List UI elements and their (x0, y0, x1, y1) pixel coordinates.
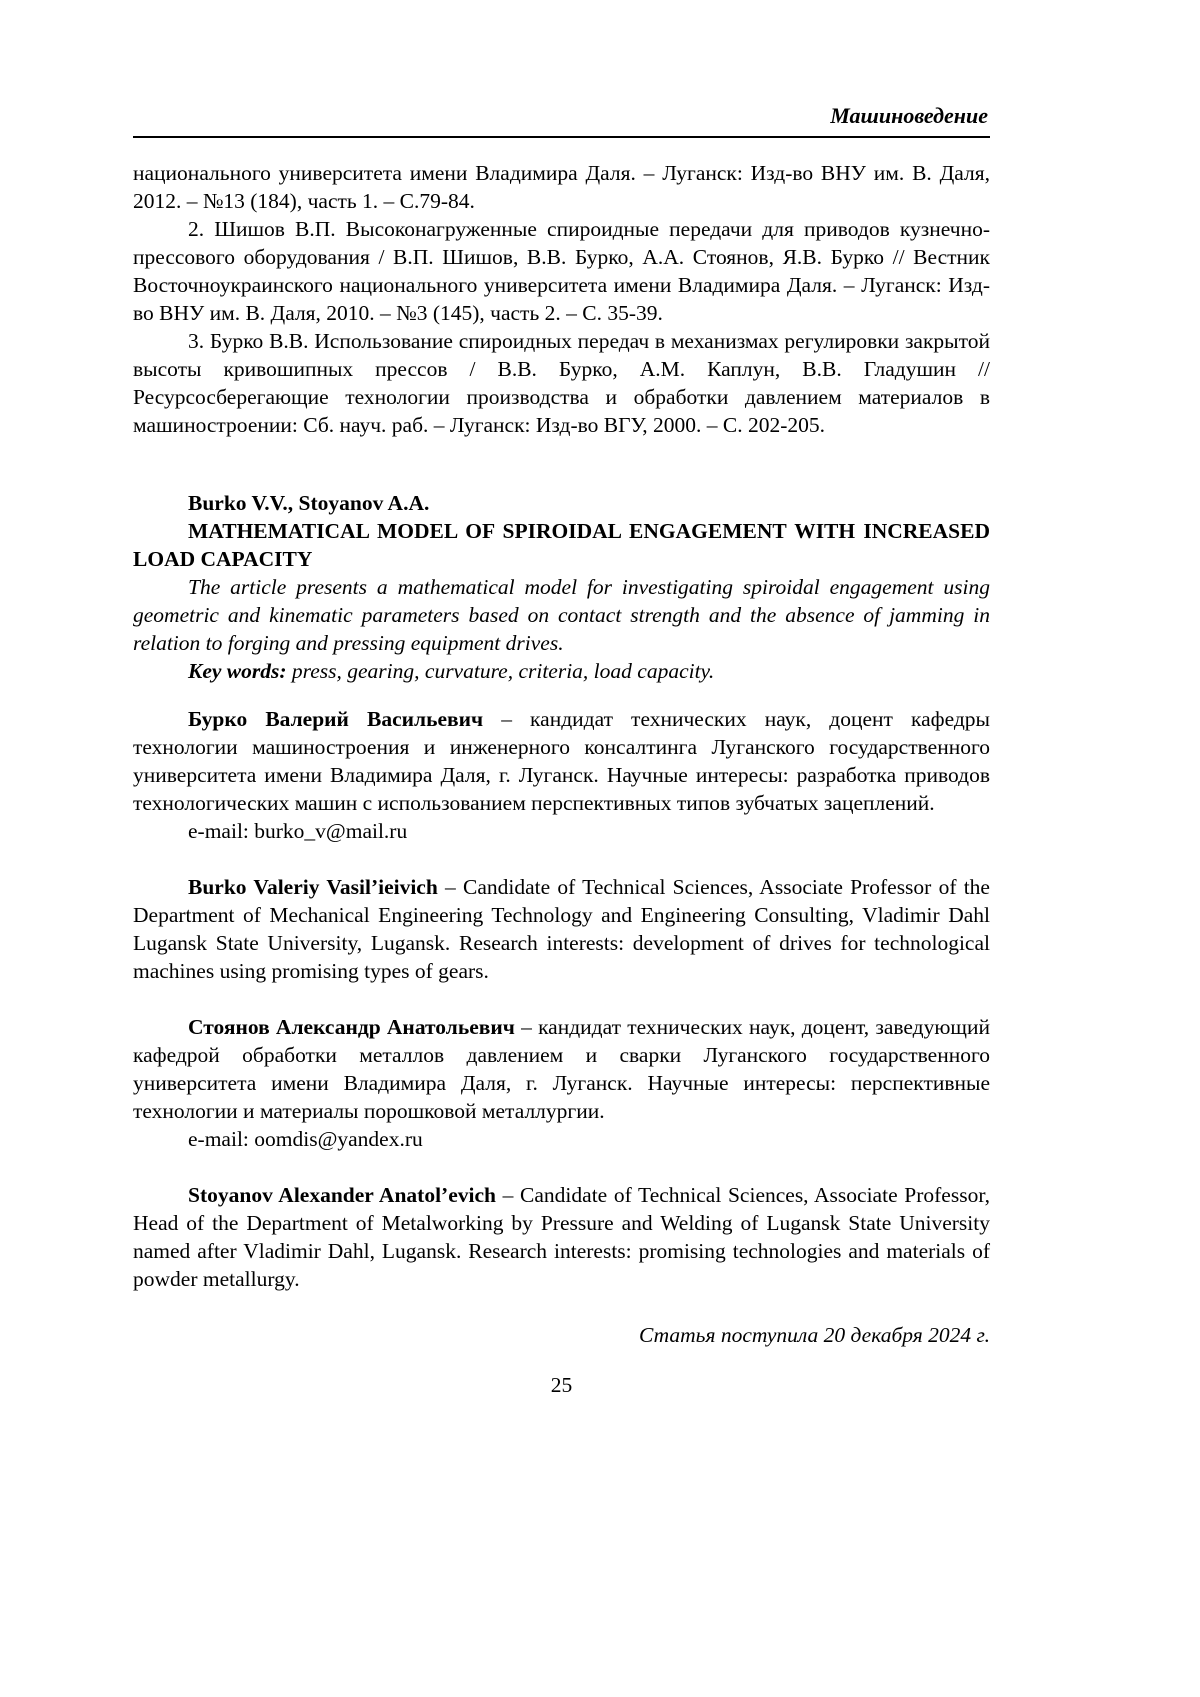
article-received-note: Статья поступила 20 декабря 2024 г. (638, 1323, 990, 1347)
reference-item-2: 2. Шишов В.П. Высоконагруженные спироидные передачи для приводов кузнечно-прессового оборудования / В.П. Шишов, В.В. Бурко, А.А. Стоянов, Я.В. Бурко // Вестник Восточноукраинского национального университета имени Владимира Даля. – Луганск: Изд-во ВНУ им. В. Даля, 2010. – №3 (145), часть 2. – С. 35-39. (133, 217, 990, 325)
abstract-authors: Burko V.V., Stoyanov A.A. (188, 491, 430, 515)
running-header (133, 103, 990, 129)
author-bio-en-burko (133, 873, 990, 985)
author-bio-text: – кандидат технических наук, доцент, заведующий кафедрой обработки металлов давлением и сварки Луганского государственного университета имени Владимира Даля, г. Луганск. Научные интересы: перспективные технологии и материалы порошковой металлургии. (133, 1015, 990, 1123)
author-name: Стоянов Александр Анатольевич (188, 1015, 515, 1039)
author-bio-en-stoyanov (133, 1181, 990, 1293)
author-email-burko: e-mail: burko_v@mail.ru (188, 819, 408, 843)
author-name: Burko Valeriy Vasil’ieivich (188, 875, 438, 899)
author-bio-text: – Candidate of Technical Sciences, Associate Professor, Head of the Department of Metalworking by Pressure and Welding of Lugansk State University named after Vladimir Dahl, Lugansk. Research interests: promising technologies and materials of powder metallurgy. (133, 1183, 991, 1291)
author-bio-text: – Candidate of Technical Sciences, Associate Professor of the Department of Mechanical Engineering Technology and Engineering Consulting, Vladimir Dahl Lugansk State University, Lugansk. Research interests: development of drives for technological machines using promising types of gears. (133, 875, 990, 983)
header-rule (133, 136, 990, 138)
author-email-stoyanov: e-mail: oomdis@yandex.ru (188, 1127, 423, 1151)
abstract-title: MATHEMATICAL MODEL OF SPIROIDAL ENGAGEMENT WITH INCREASED LOAD CAPACITY (133, 519, 990, 571)
abstract-keywords (133, 657, 990, 685)
keywords-label: Key words: (188, 659, 287, 683)
keywords-value: press, gearing, curvature, criteria, load capacity. (291, 659, 715, 683)
running-header-title: Машиноведение (830, 103, 988, 128)
reference-item-3: 3. Бурко В.В. Использование спироидных передач в механизмах регулировки закрытой высоты кривошипных прессов / В.В. Бурко, А.М. Каплун, В.В. Гладушин // Ресурсосберегающие технологии производства и обработки давлением материалов в машиностроении: Сб. науч. раб. – Луганск: Изд-во ВГУ, 2000. – С. 202-205. (133, 329, 990, 437)
page-number: 25 (550, 1373, 573, 1397)
author-name: Бурко Валерий Васильевич (188, 707, 484, 731)
author-bio-text: – кандидат технических наук, доцент кафедры технологии машиностроения и инженерного консалтинга Луганского государственного университета имени Владимира Даля, г. Луганск. Научные интересы: разработка приводов технологических машин с использованием перспективных типов зубчатых зацеплений. (133, 707, 990, 815)
page-content (133, 159, 990, 1399)
abstract-text: The article presents a mathematical model for investigating spiroidal engagement using geometric and kinematic parameters based on contact strength and the absence of jamming in relation to forging and pressing equipment drives. (133, 575, 990, 655)
author-bio-ru-stoyanov (133, 1013, 990, 1125)
reference-continuation: национального университета имени Владимира Даля. – Луганск: Изд-во ВНУ им. В. Даля, 2012. – №13 (184), часть 1. – С.79-84. (133, 161, 990, 213)
author-bio-ru-burko (133, 705, 990, 817)
author-name: Stoyanov Alexander Anatol’evich (188, 1183, 496, 1207)
